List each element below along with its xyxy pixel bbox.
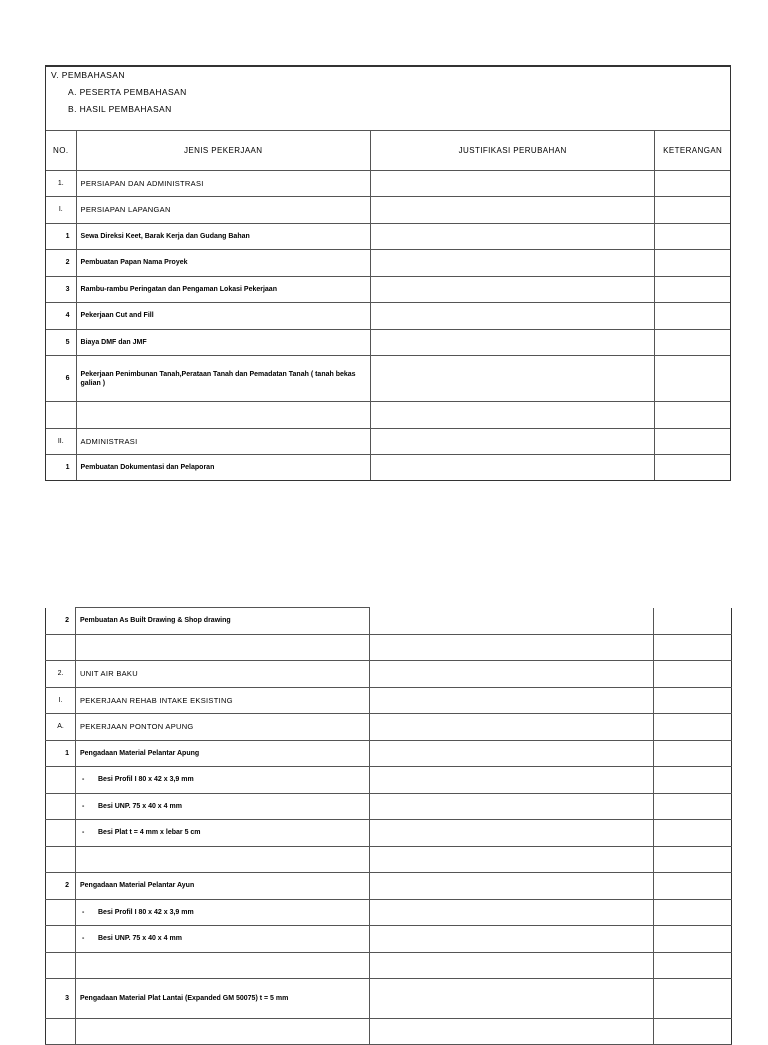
row-text: ADMINISTRASI <box>76 428 370 455</box>
justifikasi-cell[interactable] <box>370 608 654 635</box>
document-page-2 <box>45 607 731 1045</box>
table-row <box>46 767 732 794</box>
row-text: Rambu-rambu Peringatan dan Pengaman Lokasi Pekerjaan <box>76 276 370 303</box>
table-row <box>46 276 730 303</box>
dash-mark: - <box>82 776 85 784</box>
section-header <box>46 67 730 131</box>
keterangan-cell[interactable] <box>654 608 732 635</box>
row-text: Biaya DMF dan JMF <box>76 329 370 356</box>
row-no <box>46 899 76 926</box>
keterangan-cell[interactable] <box>654 661 732 688</box>
row-text: Pekerjaan Cut and Fill <box>76 303 370 330</box>
table-row <box>46 899 732 926</box>
justifikasi-cell[interactable] <box>370 329 654 356</box>
row-no <box>46 846 76 873</box>
keterangan-cell[interactable] <box>655 223 730 250</box>
keterangan-cell[interactable] <box>655 329 730 356</box>
table-row <box>46 873 732 900</box>
table-row <box>46 979 732 1019</box>
row-text <box>76 820 370 847</box>
row-no <box>46 634 76 661</box>
row-no: II. <box>46 428 76 455</box>
document-page-1 <box>45 65 731 481</box>
row-no: 5 <box>46 329 76 356</box>
row-no: 1. <box>46 170 76 197</box>
row-text: Pengadaan Material Pelantar Apung <box>76 740 370 767</box>
table-row <box>46 687 732 714</box>
row-no: 2 <box>46 250 76 277</box>
table-row <box>46 608 732 635</box>
keterangan-cell[interactable] <box>654 846 732 873</box>
row-no: 2. <box>46 661 76 688</box>
keterangan-cell[interactable] <box>654 634 732 661</box>
table-row <box>46 428 730 455</box>
row-no: 2 <box>46 608 76 635</box>
row-no: 3 <box>46 979 76 1019</box>
justifikasi-cell[interactable] <box>370 402 654 429</box>
row-no <box>46 820 76 847</box>
keterangan-cell[interactable] <box>654 952 732 979</box>
table-row <box>46 197 730 224</box>
row-no <box>46 1019 76 1045</box>
justifikasi-cell[interactable] <box>370 276 654 303</box>
keterangan-cell[interactable] <box>655 197 730 224</box>
dash-mark: - <box>82 908 85 916</box>
justifikasi-cell[interactable] <box>370 952 654 979</box>
table-row <box>46 793 732 820</box>
justifikasi-cell[interactable] <box>370 714 654 741</box>
justifikasi-cell[interactable] <box>370 428 654 455</box>
row-no: A. <box>46 714 76 741</box>
row-text: PERSIAPAN DAN ADMINISTRASI <box>76 170 370 197</box>
row-text <box>76 1019 370 1045</box>
justifikasi-cell[interactable] <box>370 846 654 873</box>
keterangan-cell[interactable] <box>655 170 730 197</box>
justifikasi-cell[interactable] <box>370 170 654 197</box>
justifikasi-cell[interactable] <box>370 455 654 480</box>
row-text <box>76 899 370 926</box>
keterangan-cell[interactable] <box>654 714 732 741</box>
keterangan-cell[interactable] <box>654 873 732 900</box>
justifikasi-cell[interactable] <box>370 356 654 402</box>
row-text <box>76 767 370 794</box>
justifikasi-cell[interactable] <box>370 873 654 900</box>
material-label: Besi UNP. 75 x 40 x 4 mm <box>98 935 182 943</box>
row-text: Pembuatan Papan Nama Proyek <box>76 250 370 277</box>
row-no: 1 <box>46 455 76 480</box>
table-row <box>46 714 732 741</box>
table-header-row <box>46 131 730 170</box>
justifikasi-cell[interactable] <box>370 820 654 847</box>
justifikasi-cell[interactable] <box>370 899 654 926</box>
table-row <box>46 926 732 953</box>
dash-mark: - <box>82 935 85 943</box>
table-row <box>46 846 732 873</box>
row-text <box>76 952 370 979</box>
material-label: Besi Plat t = 4 mm x lebar 5 cm <box>98 829 201 837</box>
section-item-a: A. PESERTA PEMBAHASAN <box>68 87 187 97</box>
row-text: UNIT AIR BAKU <box>76 661 370 688</box>
justifikasi-cell[interactable] <box>370 661 654 688</box>
dash-mark: - <box>82 802 85 810</box>
table-row <box>46 455 730 480</box>
row-no: 3 <box>46 276 76 303</box>
table-row <box>46 634 732 661</box>
row-text <box>76 793 370 820</box>
section-title: V. PEMBAHASAN <box>51 70 125 80</box>
table-row <box>46 223 730 250</box>
table-row <box>46 170 730 197</box>
row-text: Pembuatan Dokumentasi dan Pelaporan <box>76 455 370 480</box>
row-text: Sewa Direksi Keet, Barak Kerja dan Gudang Bahan <box>76 223 370 250</box>
keterangan-cell[interactable] <box>655 455 730 480</box>
keterangan-cell[interactable] <box>655 250 730 277</box>
row-text: Pembuatan As Built Drawing & Shop drawing <box>76 608 370 635</box>
row-text <box>76 402 370 429</box>
table-row <box>46 661 732 688</box>
keterangan-cell[interactable] <box>655 276 730 303</box>
keterangan-cell[interactable] <box>654 820 732 847</box>
justifikasi-cell[interactable] <box>370 250 654 277</box>
col-keterangan-header: KETERANGAN <box>655 131 730 170</box>
row-text: Pengadaan Material Pelantar Ayun <box>76 873 370 900</box>
keterangan-cell[interactable] <box>655 356 730 402</box>
col-no-header: NO. <box>46 131 76 170</box>
row-text <box>76 634 370 661</box>
justifikasi-cell[interactable] <box>370 197 654 224</box>
justifikasi-cell[interactable] <box>370 303 654 330</box>
table-row <box>46 303 730 330</box>
row-no: 6 <box>46 356 76 402</box>
justifikasi-cell[interactable] <box>370 767 654 794</box>
row-no: 1 <box>46 223 76 250</box>
material-label: Besi Profil I 80 x 42 x 3,9 mm <box>98 908 194 916</box>
justifikasi-cell[interactable] <box>370 979 654 1019</box>
row-text: PEKERJAAN REHAB INTAKE EKSISTING <box>76 687 370 714</box>
keterangan-cell[interactable] <box>654 1019 732 1045</box>
material-label: Besi UNP. 75 x 40 x 4 mm <box>98 802 182 810</box>
row-no <box>46 793 76 820</box>
keterangan-cell[interactable] <box>655 303 730 330</box>
col-justifikasi-header: JUSTIFIKASI PERUBAHAN <box>370 131 654 170</box>
col-jenis-header: JENIS PEKERJAAN <box>76 131 370 170</box>
keterangan-cell[interactable] <box>654 979 732 1019</box>
row-text <box>76 926 370 953</box>
row-no: 1 <box>46 740 76 767</box>
table-row <box>46 1019 732 1045</box>
keterangan-cell[interactable] <box>654 926 732 953</box>
justifikasi-cell[interactable] <box>370 634 654 661</box>
row-text: PEKERJAAN PONTON APUNG <box>76 714 370 741</box>
keterangan-cell[interactable] <box>654 767 732 794</box>
keterangan-cell[interactable] <box>654 899 732 926</box>
row-no: I. <box>46 197 76 224</box>
keterangan-cell[interactable] <box>655 428 730 455</box>
row-no: 4 <box>46 303 76 330</box>
material-label: Besi Profil I 80 x 42 x 3,9 mm <box>98 776 194 784</box>
keterangan-cell[interactable] <box>654 687 732 714</box>
table-row <box>46 356 730 402</box>
keterangan-cell[interactable] <box>654 793 732 820</box>
row-no <box>46 402 76 429</box>
justifikasi-cell[interactable] <box>370 740 654 767</box>
row-text: Pengadaan Material Plat Lantai (Expanded GM 50075) t = 5 mm <box>76 979 370 1019</box>
justifikasi-cell[interactable] <box>370 687 654 714</box>
row-no <box>46 767 76 794</box>
row-no: 2 <box>46 873 76 900</box>
row-text: Pekerjaan Penimbunan Tanah,Perataan Tanah dan Pemadatan Tanah ( tanah bekas galian ) <box>76 356 370 402</box>
work-table <box>46 131 730 480</box>
row-no <box>46 952 76 979</box>
table-row <box>46 329 730 356</box>
dash-mark: - <box>82 829 85 837</box>
table-row <box>46 952 732 979</box>
row-text <box>76 846 370 873</box>
table-row <box>46 402 730 429</box>
justifikasi-cell[interactable] <box>370 926 654 953</box>
table-row <box>46 250 730 277</box>
row-no <box>46 926 76 953</box>
justifikasi-cell[interactable] <box>370 223 654 250</box>
row-text: PERSIAPAN LAPANGAN <box>76 197 370 224</box>
justifikasi-cell[interactable] <box>370 793 654 820</box>
row-no: I. <box>46 687 76 714</box>
section-item-b: B. HASIL PEMBAHASAN <box>68 104 172 114</box>
keterangan-cell[interactable] <box>654 740 732 767</box>
justifikasi-cell[interactable] <box>370 1019 654 1045</box>
keterangan-cell[interactable] <box>655 402 730 429</box>
table-row <box>46 740 732 767</box>
work-table-continued <box>45 607 732 1045</box>
table-row <box>46 820 732 847</box>
